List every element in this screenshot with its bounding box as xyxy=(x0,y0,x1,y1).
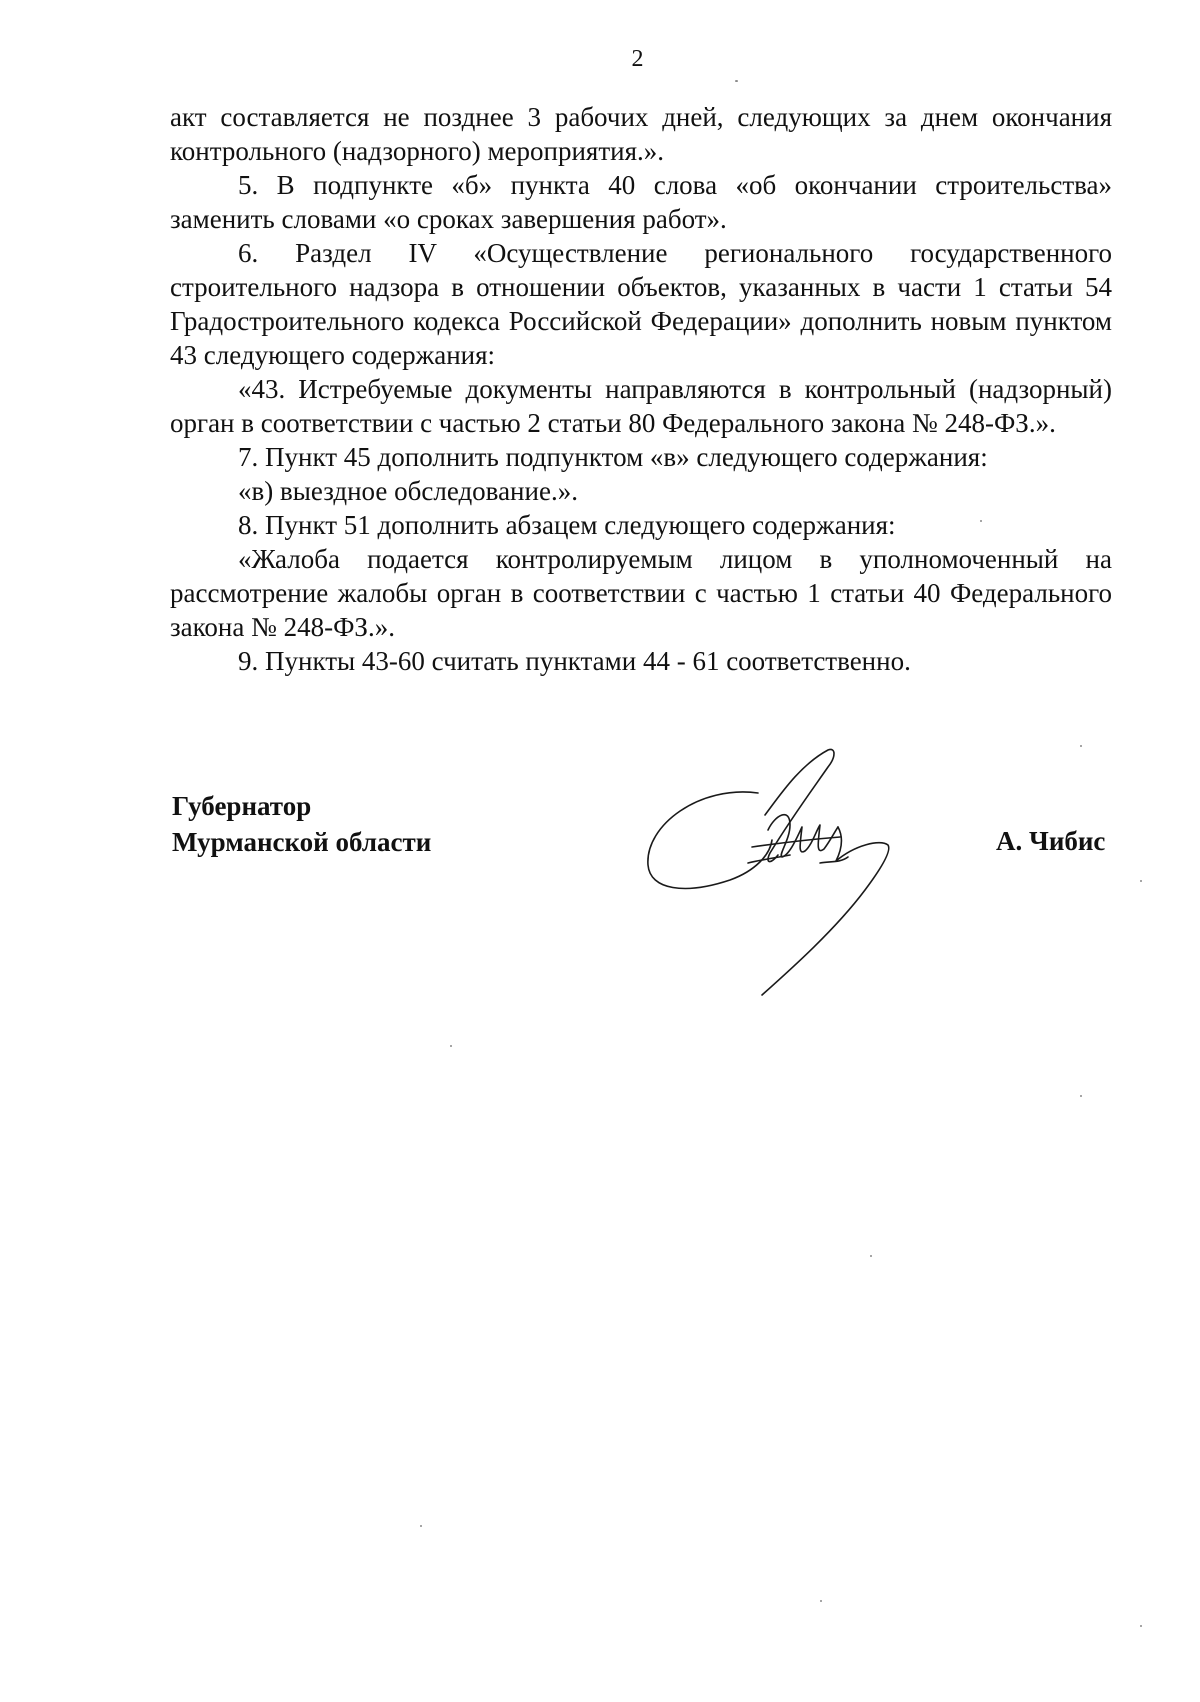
scan-speck xyxy=(420,1525,422,1527)
paragraph: 7. Пункт 45 дополнить подпунктом «в» следующего содержания: xyxy=(238,442,988,472)
paragraph: «в) выездное обследование.». xyxy=(238,476,578,506)
scan-speck xyxy=(735,80,738,82)
scan-speck xyxy=(870,1255,872,1257)
handwritten-signature xyxy=(640,745,920,1000)
scan-speck xyxy=(1140,1625,1142,1627)
signatory-position: Губернатор xyxy=(172,791,312,821)
paragraph: 5. В подпункте «б» пункта 40 слова «об окончании строительства» заменить словами «о сроках завершения работ». xyxy=(170,170,1112,234)
scan-speck xyxy=(1140,880,1142,882)
paragraph: «43. Истребуемые документы направляются в контрольный (надзорный) орган в соответствии с частью 2 статьи 80 Федерального закона № 248-ФЗ.». xyxy=(170,374,1112,438)
page-number: 2 xyxy=(631,46,644,72)
scan-speck xyxy=(450,1045,452,1047)
paragraph: 8. Пункт 51 дополнить абзацем следующего содержания: xyxy=(238,510,896,540)
scan-speck xyxy=(820,1600,822,1602)
signer-name: А. Чибис xyxy=(996,826,1106,856)
scan-speck xyxy=(1080,745,1082,747)
signatory-title xyxy=(172,788,431,860)
paragraph: «Жалоба подается контролируемым лицом в уполномоченный на рассмотрение жалобы орган в соответствии с частью 1 статьи 40 Федерального закона № 248-ФЗ.». xyxy=(170,544,1112,642)
scan-speck xyxy=(1080,1095,1082,1097)
paragraph: 6. Раздел IV «Осуществление регионального государственного строительного надзора в отношении объектов, указанных в части 1 статьи 54 Градостроительного кодекса Российской Федерации» дополнить новым пунктом 43 следующего содержания: xyxy=(170,238,1112,370)
document-body xyxy=(170,100,1112,678)
signatory-region: Мурманской области xyxy=(172,827,432,857)
paragraph: акт составляется не позднее 3 рабочих дней, следующих за днем окончания контрольного (надзорного) мероприятия.». xyxy=(170,102,1112,166)
paragraph: 9. Пункты 43-60 считать пунктами 44 - 61 соответственно. xyxy=(238,646,911,676)
scan-speck xyxy=(980,520,982,522)
